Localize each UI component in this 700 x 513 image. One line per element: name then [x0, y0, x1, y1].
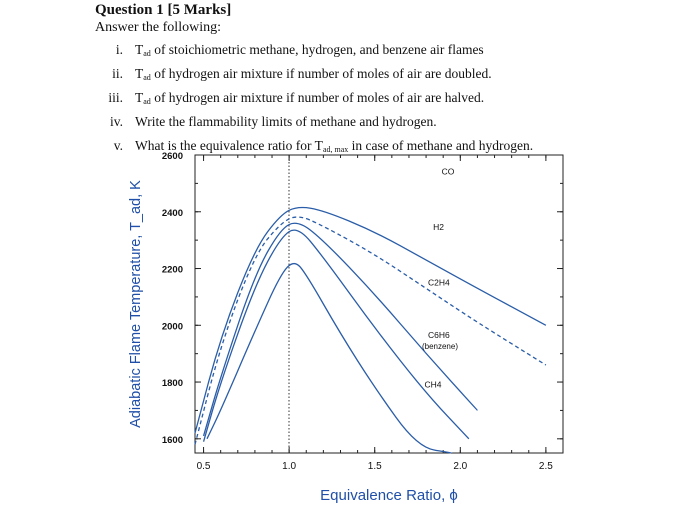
y-tick-label: 1800: [161, 378, 183, 390]
series-ch4-curve: [207, 264, 452, 453]
y-tick-label: 2400: [161, 207, 183, 219]
y-tick-label: 2200: [161, 264, 183, 276]
item-number: i.: [115, 42, 123, 57]
item-number: v.: [113, 138, 123, 153]
series-label: CO: [441, 166, 455, 177]
item-text: $T_{ad}$ of stoichiometric methane, hydrogen, and benzene air flames: [135, 42, 484, 58]
item-number: iii.: [108, 90, 123, 105]
series-label: C6H6: [427, 329, 450, 340]
item-text: $T_{ad}$ of hydrogen air mixture if number of moles of air are doubled.: [135, 66, 492, 82]
item-text: $T_{ad}$ of hydrogen air mixture if number of moles of air are halved.: [135, 90, 485, 106]
item-number: iv.: [110, 114, 123, 129]
series-label: H2: [433, 221, 444, 232]
question-intro: Answer the following:: [95, 20, 221, 35]
y-axis-title: Adiabatic Flame Temperature, T_ad, K: [128, 180, 144, 428]
y-tick-label: 2600: [161, 151, 183, 162]
y-tick-label: 1600: [161, 434, 183, 446]
x-tick-label: 1.5: [367, 461, 382, 472]
x-tick-label: 0.5: [196, 461, 211, 472]
series-label: C2H4: [427, 277, 450, 288]
plot-frame: [195, 155, 563, 453]
x-tick-label: 2.0: [453, 461, 468, 472]
item-text: Write the flammability limits of methane and hydrogen.: [135, 114, 437, 129]
item-text: What is the equivalence ratio for $T_{ad, max}$ in case of methane and hydrogen.: [135, 138, 534, 154]
question-title: Question 1 [5 Marks]: [95, 2, 232, 18]
x-tick-label: 2.5: [538, 461, 553, 472]
series-label: CH4: [424, 379, 442, 390]
series-co-curve: [195, 208, 546, 434]
item-number: ii.: [112, 66, 123, 81]
y-tick-label: 2000: [161, 321, 183, 333]
series-label-note: (benzene): [421, 341, 458, 351]
series-h2-curve: [195, 217, 546, 444]
x-axis-title: Equivalence Ratio, ϕ: [320, 487, 458, 504]
x-tick-label: 1.0: [282, 461, 297, 472]
